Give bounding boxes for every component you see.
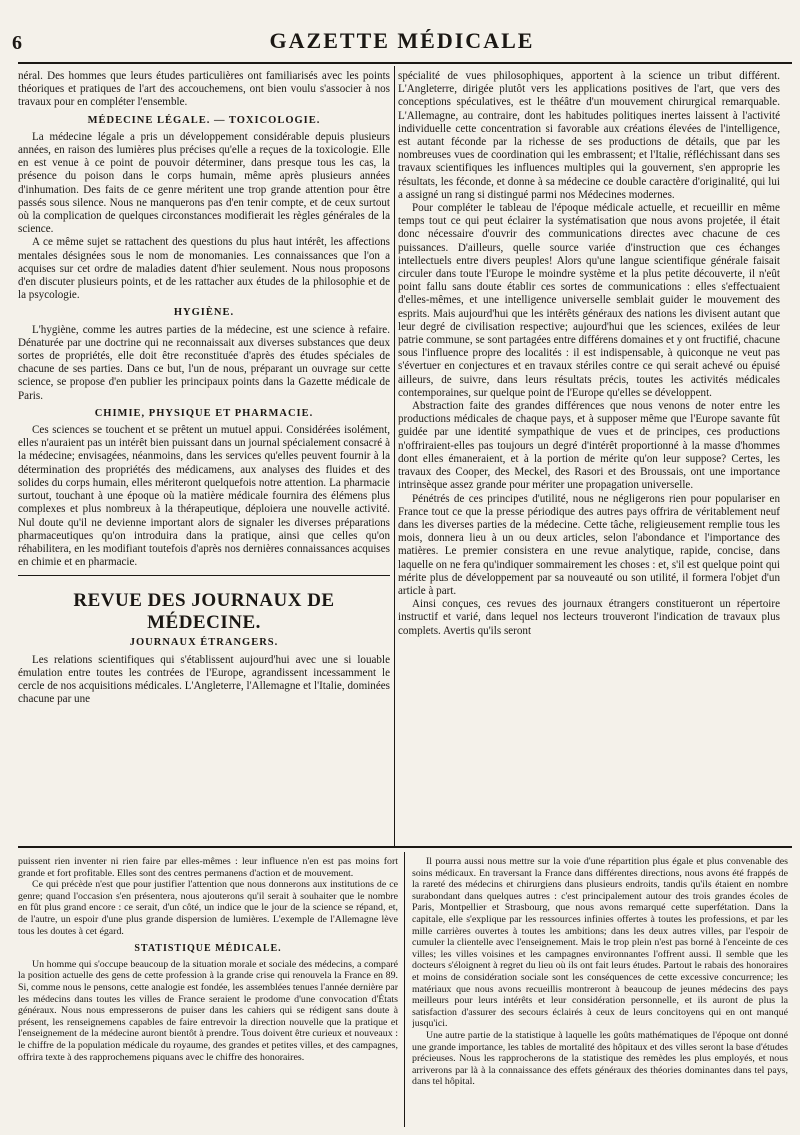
paragraph: Une autre partie de la statistique à laquelle les goûts mathématiques de l'époque ont donné une grande importance, les tables de mortalité des hôpitaux et des villes seront la base d'études précieuses. Nous les rapprocherons de la statistique des remèdes les plus employés, et nous arriverons par là à la connaissance des effets généraux des théories dominantes dans tel pays, dans tel hôpital. <box>412 1029 788 1088</box>
paragraph: puissent rien inventer ni rien faire par elles-mêmes : leur influence n'en est pas moins fort grande et fort profitable. Elles sont des centres permanens d'action et de mouvement. <box>18 856 398 879</box>
section-title-statistique: STATISTIQUE MÉDICALE. <box>134 943 282 955</box>
paragraph: Abstraction faite des grandes différences que nous venons de noter entre les productions médicales de chaque pays, et à supposer même que l'Europe savante fût guidée par une identité sympathique de vues et de principes, ces productions n'offriraient-elles pas toujours un degré d'intérêt proportionné à la masse d'hommes dont elles émaneraient, et à la portion de mérite qu'on leur suppose? Certes, les travaux des Cooper, des Meckel, des Rasori et des Broussais, ont une importance intrinsèque assez grande pour mériter une propagation universelle. <box>398 400 780 492</box>
section-separator <box>18 575 390 576</box>
column-divider-top <box>394 66 395 846</box>
header-rule <box>18 62 792 64</box>
page-header <box>12 22 792 66</box>
footer-right-column <box>412 856 788 1128</box>
paragraph: Ainsi conçues, ces revues des journaux étrangers constitueront un répertoire instructif et varié, dans lequel nos lecteurs trouveront l'indication de travaux plus complets. Avertis qu'ils seront <box>398 598 780 637</box>
section-title-chimie: CHIMIE, PHYSIQUE ET PHARMACIE. <box>94 407 314 419</box>
footer-separator-rule <box>18 846 792 848</box>
footer-left-column <box>18 856 398 1128</box>
paragraph: Ce qui précède n'est que pour justifier l'attention que nous donnerons aux institutions de ce genre; quand l'occasion s'en présentera, nous ajouterons qu'il serait à souhaiter que le nombre en fût plus grand encore : ce serait, d'un côté, un indice que le jour de la science se répand, et, de l'autre, un espoir d'une plus grande dispersion de lumières. L'exemple de l'Allemagne lève tous les doutes à cet égard. <box>18 879 398 937</box>
paragraph: spécialité de vues philosophiques, apportent à la science un tribut différent. L'Angleterre, dirigée plutôt vers les applications positives de l'art, que vers des conceptions spéculatives, est le théâtre d'un mouvement chirurgical remarquable. L'Allemagne, au contraire, dont les habitudes politiques inertes laissent à l'activité individuelle cette concentration si favorable aux créations élevées de l'intelligence, est autant féconde par la richesse de ses productions de détails, que par les nombreuses vues de coordination qui les embrassent; et l'Italie, réfléchissant dans ses travaux scientifiques les influences multiples qui la gouvernent, s'en approprie les résultats, les féconde, et donne à sa médecine ce double caractère d'originalité, qui lui a assigné un rang si distingué parmi nos Médecines modernes. <box>398 70 780 201</box>
paragraph: A ce même sujet se rattachent des questions du plus haut intérêt, les affections mentales désignées sous le nom de monomanies. Les connaissances que l'on a acquises sur cet ordre de maladies datent d'hier seulement. Nous nous proposons d'en discuter plusieurs points, et de les rattacher aux études de la philosophie et de la psycologie. <box>18 236 390 302</box>
paragraph: Pour compléter le tableau de l'époque médicale actuelle, et recueillir en même temps tout ce qui peut éclairer la systématisation que nous avons projetée, il était donc nécessaire d'ouvrir des communications directes avec chacune de ces puissances. D'ailleurs, quelle source variée d'instruction que ces échanges intellectuels entre divers peuples! Alors qu'une langue scientifique générale faisait circuler dans toute l'Europe le moindre système et la plus petite découverte, il n'eût point fallu sans doute établir ces sortes de communications : elles s'effectuaient d'elles-mêmes, et une intelligence universelle semblait guider le mouvement des esprits. Mais aujourd'hui que les intérêts généraux des nations les divisent autant que leur degré de civilisation respective; aujourd'hui que les sciences, exilées de leur patrie commune, se sont partagées entre différens domaines et y ont fructifié, chacune sous l'influence propre des localités : il est indispensable, à quiconque ne veut pas s'évertuer en conjectures et en travaux stériles contre ce qui serait achevé ou épuisé ailleurs, de suivre, dans leurs résultats précis, toutes les activités médicales contemporaines, sur quelque point de l'Europe qu'elles se développent. <box>398 202 780 399</box>
paragraph: Il pourra aussi nous mettre sur la voie d'une répartition plus égale et plus convenable des soins médicaux. En traversant la France dans différentes directions, nous avons été frappés de la rareté des médecins et chirurgiens dans plusieurs endroits, tandis qu'ils étaient en nombre surabondant dans quelques autres : c'est principalement autour des trois grandes écoles de Paris, Montpellier et Strasbourg, que nous avons remarqué cette superfétation. Dans la capitale, elle s'explique par les ressources infinies offertes à toutes les professions, et par les mille carrières ouvertes à toutes les ambitions; dans les deux autres villes, par l'espoir de cumuler la clientelle avec l'enseignement. Mais le trop plein n'est pas borné à l'enceinte de ces villes; les villes voisines et les campagnes environnantes l'offrent aussi. Il semble que les docteurs s'éloignent à regret du lieu où ils ont fait leurs études. Partout le rabais des honoraires et moins de considération sociale sont les conséquences de cette excessive concurrence; les matériaux que nous avons recueillis montreront à beaucoup de jeunes médecins des pays meilleurs pour leurs intérêts et leur considération personnelle, et ils auront de plus la satisfaction d'assurer des secours éclairés à ceux de leurs concitoyens qui en ont manqué jusqu'ici. <box>412 856 788 1030</box>
right-column <box>398 70 780 840</box>
intro-continuation: néral. Des hommes que leurs études particulières ont familiarisés avec les points théoriques et pratiques de l'art des accouchemens, ont bien voulu s'associer à nos travaux pour en compléter l'ensemble. <box>18 70 390 109</box>
revue-subtitle: JOURNAUX ÉTRANGERS. <box>129 637 279 649</box>
section-title-medecine-legale: MÉDECINE LÉGALE. — TOXICOLOGIE. <box>87 114 321 126</box>
revue-title: REVUE DES JOURNAUX DE MÉDECINE. <box>73 590 335 634</box>
paragraph: Ces sciences se touchent et se prêtent un mutuel appui. Considérées isolément, elles n'auraient pas un intérêt bien puissant dans un journal spécialement consacré à la médecine; envisagées, néanmoins, dans les services qu'elles peuvent fournir à la détermination des propriétés des médicamens, aux analyses des fluides et des solides du corps humain, elles mériteront quelquefois notre attention. La pharmacie surtout, touchant à une époque où la matière médicale fournira des élémens plus complexes et plus nombreux à la thérapeutique, déploiera une nouvelle activité. Nul doute qu'il ne devienne important alors de signaler les diverses préparations pharmaceutiques qu'on introduira dans la pratique, ainsi que celles qu'on réhabilitera, en les modifiant toutefois d'après nos dernières connaissances acquises en chimie et en pharmacie. <box>18 424 390 569</box>
journal-title: GAZETTE MÉDICALE <box>269 28 535 53</box>
left-column <box>18 70 390 840</box>
column-divider-bottom <box>404 852 405 1127</box>
paragraph: Pénétrés de ces principes d'utilité, nous ne négligerons rien pour populariser en France tout ce que la presse périodique des autres pays offrira de véritablement neuf dans les diverses parties de la médecine. Cette tâche, religieusement remplie tous les mois, donnera lieu à un ou deux articles, selon l'abondance et l'importance des matières. Le premier consistera en une revue analytique, rapide, concise, dans laquelle on ne fera qu'indiquer sommairement les choses : et, s'il est quelque point qui mérite plus de développement par sa nouveauté ou son utilité, il formera l'objet d'un article à part. <box>398 492 780 597</box>
paragraph: Les relations scientifiques qui s'établissent aujourd'hui avec une si louable émulation entre toutes les contrées de l'Europe, agrandissent incessamment le cercle de nos acquisitions médicales. L'Angleterre, l'Allemagne et l'Italie, dominées chacune par une <box>18 653 390 706</box>
page-number: 6 <box>12 32 22 54</box>
paragraph: La médecine légale a pris un développement considérable depuis plusieurs années, en raison des lumières plus précises qu'elle a reçues de la toxicologie. Elle en est venue à ce point de pouvoir déterminer, dans presque tous les cas, la présence du poison dans le corps humain, même après plusieurs années d'inhumation. Des faits de ce genre méritent une trop grande attention pour être passés sous silence. Nous ne manquerons pas d'en tenir compte, et de ceux surtout où la complication de quelques circonstances modifierait les règles générales de la science. <box>18 130 390 236</box>
section-title-hygiene: HYGIÈNE. <box>173 307 235 319</box>
paragraph: Un homme qui s'occupe beaucoup de la situation morale et sociale des médecins, a comparé la position actuelle des gens de cette profession à la grande crise qui renouvela la France en 89. Si, comme nous le pensons, cette analogie est fondée, les assemblées tenues l'année dernière par les médecins dans toutes les villes de France seraient le prodome d'une convocation d'États généraux. Nous nous empresserons de puiser dans les cahiers qui se rédigent sans doute à présent, les renseignemens capables de faire entrevoir la direction nouvelle que la pratique et l'enseignement de la médecine auront bientôt à prendre. Tous doivent être curieux et nouveaux : le chiffre de la population médicale du royaume, des grandes et petites villes, et des campagnes, offrira texte à des rapprochemens piquans avec le chiffre des honoraires. <box>18 958 398 1063</box>
paragraph: L'hygiène, comme les autres parties de la médecine, est une science à refaire. Dénaturée par une doctrine qui ne reconnaissait aux diverses substances que deux sortes de propriétés, elle doit être reconstituée d'après des études spéciales de chacune de ses parties. Dans ce but, l'un de nous, préparant un ouvrage sur cette science, se propose d'en publier les principaux points dans la Gazette médicale de Paris. <box>18 323 390 402</box>
